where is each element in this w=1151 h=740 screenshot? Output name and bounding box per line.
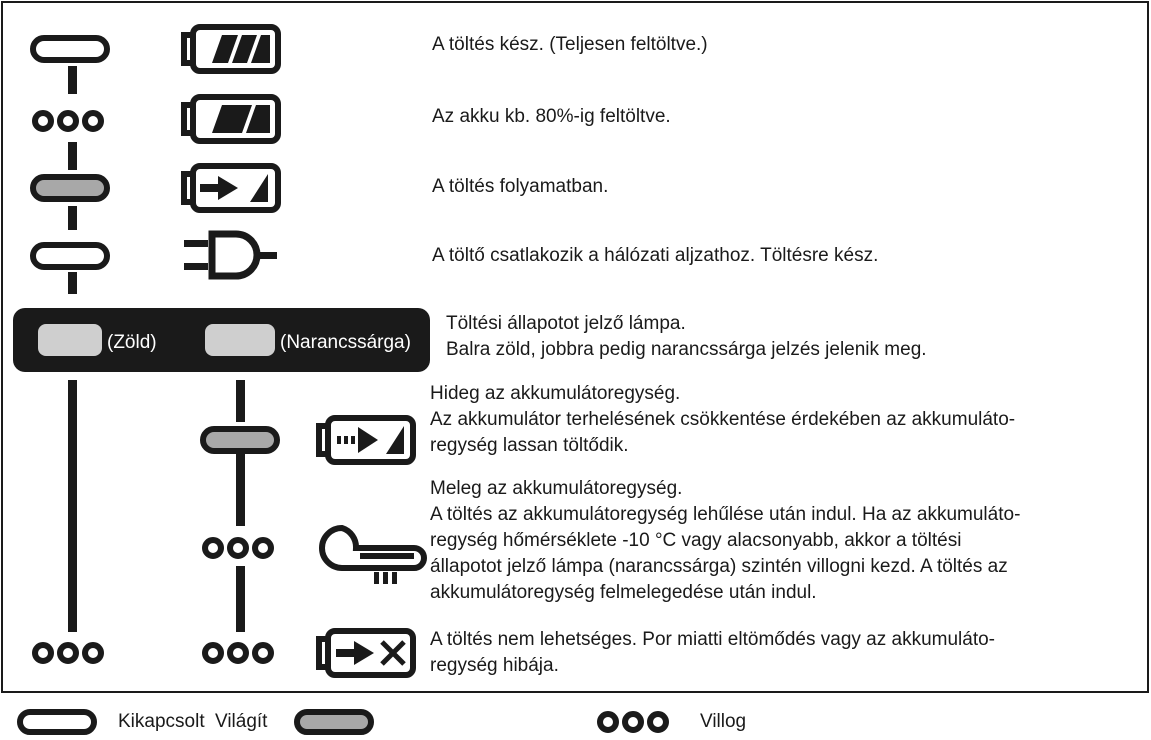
row-text-80: Az akku kb. 80%-ig feltöltve. <box>432 106 671 127</box>
indicator-blink <box>205 540 271 556</box>
legend-blink-indicator <box>600 714 666 730</box>
lamp-description: Töltési állapotot jelző lámpa. Balra zöld, jobbra pedig narancssárga jelzés jelenik meg. <box>446 313 927 360</box>
lamp-orange-label: (Narancssárga) <box>280 332 411 353</box>
lamp-green-label: (Zöld) <box>107 332 157 353</box>
indicator-blink <box>205 645 271 661</box>
indicator-lit <box>203 429 277 451</box>
legend-lit-indicator <box>297 712 371 732</box>
indicator-off <box>33 245 107 267</box>
legend-off-indicator <box>20 712 94 732</box>
battery-slow-charge-icon <box>319 418 413 462</box>
plug-icon <box>184 234 277 276</box>
indicator-off <box>33 38 107 60</box>
battery-charging-icon <box>184 166 278 210</box>
battery-error-icon <box>319 631 413 675</box>
thermometer-icon <box>322 528 424 584</box>
indicator-blink <box>35 113 101 129</box>
row-text-ready: A töltő csatlakozik a hálózati aljzathoz. Töltésre kész. <box>432 245 879 266</box>
row-text-charging: A töltés folyamatban. <box>432 176 609 197</box>
legend-off-label: Kikapcsolt <box>118 711 205 732</box>
legend-blink-label: Villog <box>700 711 747 732</box>
row-text-full: A töltés kész. (Teljesen feltöltve.) <box>432 34 708 55</box>
battery-full-icon <box>184 27 278 71</box>
legend-lit-label: Világít <box>215 711 268 732</box>
battery-80-icon <box>184 97 278 141</box>
lamp-green-window <box>38 324 102 356</box>
indicator-lit <box>33 177 107 199</box>
sub-row-text-error: A töltés nem lehetséges. Por miatti eltömődés vagy az akkumuláto- regység hibája. <box>430 629 995 676</box>
sub-row-text-warm: Meleg az akkumulátoregység. A töltés az akkumulátoregység lehűlése után indul. Ha az akkumuláto- regység hőmérséklete -10 °C vagy alacsonyabb, akkor a töltési állapotot jelző lámpa (narancssárga) szintén villogni kezd. A töltés az akkumulátoregység felmelegedése után indul. <box>430 478 1021 603</box>
indicator-blink <box>35 645 101 661</box>
middle-connectors <box>236 380 245 632</box>
lamp-orange-window <box>205 324 275 356</box>
sub-row-text-cold: Hideg az akkumulátoregység. Az akkumulátor terhelésének csökkentése érdekében az akkumuláto- regység lassan töltődik. <box>430 383 1016 456</box>
